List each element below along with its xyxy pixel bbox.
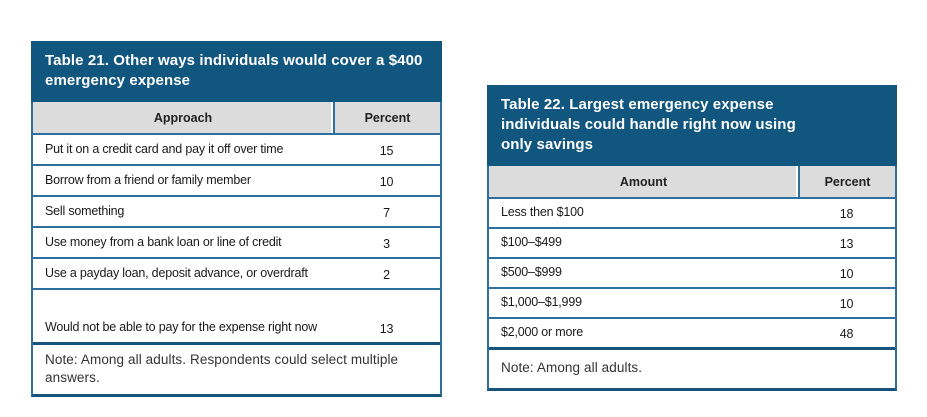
table-21-note: Note: Among all adults. Respondents could select multiple answers. [33,342,440,394]
row-value: 7 [383,205,390,220]
table-22-title: Table 22. Largest emergency expense individuals could handle right now using only savings [501,96,796,153]
table-row [33,133,440,164]
row-value: 10 [839,296,854,311]
table-row [489,287,895,317]
row-value: 2 [383,267,390,282]
row-label: Put it on a credit card and pay it off over time [45,142,284,156]
row-value: 13 [379,321,394,336]
row-label: Borrow from a friend or family member [45,173,251,187]
table-21-title: Table 21. Other ways individuals would cover a $400 emergency expense [45,52,423,89]
row-label: Use money from a bank loan or line of credit [45,235,282,249]
table-21-column-percent: Percent [333,102,440,133]
table-21-header-row [33,102,440,133]
table-22-rows [489,197,895,347]
table-22-column-amount: Amount [619,174,668,189]
table-21-rows [33,133,440,342]
row-label: $500–$999 [501,264,562,279]
row-label: $2,000 or more [501,324,583,339]
table-row [489,317,895,347]
row-value: 48 [839,326,854,341]
table-22-note: Note: Among all adults. [489,347,895,388]
table-row [33,164,440,195]
table-row [489,257,895,287]
table-22-grid [487,166,897,391]
row-value: 3 [383,236,390,251]
row-label: $1,000–$1,999 [501,294,582,309]
table-21-column-approach: Approach [153,110,213,125]
table-row [33,195,440,226]
table-row [33,257,440,288]
row-label: Less then $100 [501,204,584,219]
row-value: 18 [839,206,854,221]
row-value: 10 [379,174,394,189]
table-22-title-band [487,85,897,166]
table-row [489,227,895,257]
row-label: $100–$499 [501,234,562,249]
table-row [33,288,440,342]
row-value: 10 [839,266,854,281]
row-value: 13 [839,236,854,251]
row-value: 15 [379,143,394,158]
row-label: Would not be able to pay for the expense right now [45,320,317,334]
row-label: Use a payday loan, deposit advance, or overdraft [45,266,308,280]
table-21 [31,41,442,397]
table-22-header-row [489,166,895,197]
table-21-grid [31,102,442,397]
table-row [489,197,895,227]
table-21-title-band [31,41,442,102]
table-22 [487,85,897,391]
table-22-column-percent: Percent [798,166,895,197]
table-row [33,226,440,257]
row-label: Sell something [45,204,125,218]
